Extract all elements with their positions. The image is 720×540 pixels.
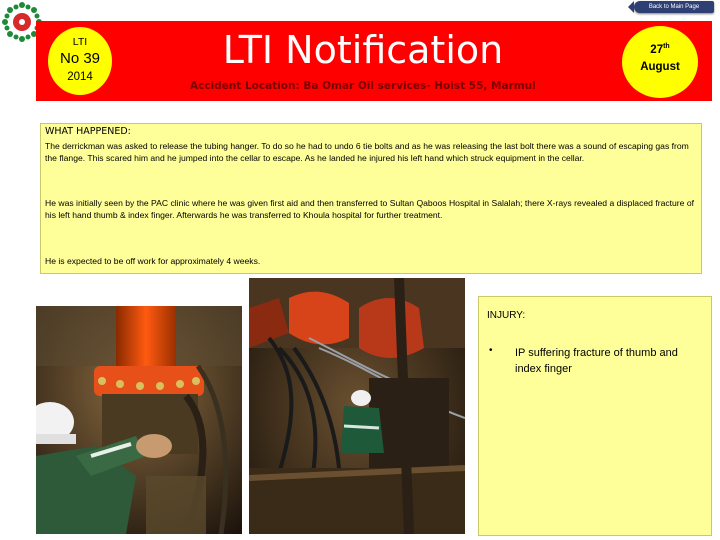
- injury-box: [478, 296, 712, 536]
- badge-year: 2014: [67, 71, 93, 83]
- incident-photo-wellhead: [36, 306, 242, 534]
- back-to-main-button[interactable]: [634, 1, 714, 13]
- badge-number: No 39: [59, 50, 101, 67]
- what-happened-heading: WHAT HAPPENED:: [45, 126, 131, 137]
- incident-photo-cellar: [249, 278, 465, 534]
- injury-item: IP suffering fracture of thumb and index finger: [515, 347, 678, 375]
- date-month: August: [640, 61, 680, 73]
- date-suffix: th: [663, 43, 670, 50]
- date-badge: [622, 26, 698, 98]
- what-happened-paragraph-3: He is expected to be off work for approximately 4 weeks.: [45, 256, 261, 266]
- what-happened-paragraph-2: He was initially seen by the PAC clinic where he was given first aid and then transferred to Sultan Qaboos Hospital in Salalah; there X-rays revealed a displaced fracture of his left hand thumb & index finger. Afterwards he was transferred to Khoula hospital for further treatment.: [45, 198, 695, 221]
- what-happened-paragraph-1: The derrickman was asked to release the tubing hanger. To do so he had to undo 6 tie bolts and as he was releasing the last bolt there was a sound of escaping gas from the flange. This scared him and he jumped into the cellar to escape. As he landed he injured his left hand which struck equipment in the cellar.: [45, 141, 689, 164]
- badge-lti-label: LTI: [72, 36, 88, 48]
- lti-number-badge: [48, 27, 112, 95]
- page-title: LTI Notification: [222, 28, 504, 72]
- accident-location: Accident Location: Ba Omar Oil services- Hoist 55, Marmul: [190, 80, 536, 92]
- back-to-main-label: Back to Main Page: [648, 4, 700, 10]
- injury-heading: INJURY:: [487, 310, 526, 321]
- what-happened-box: [40, 123, 702, 274]
- injury-bullet: •: [489, 345, 493, 356]
- date-day: 27: [650, 43, 664, 56]
